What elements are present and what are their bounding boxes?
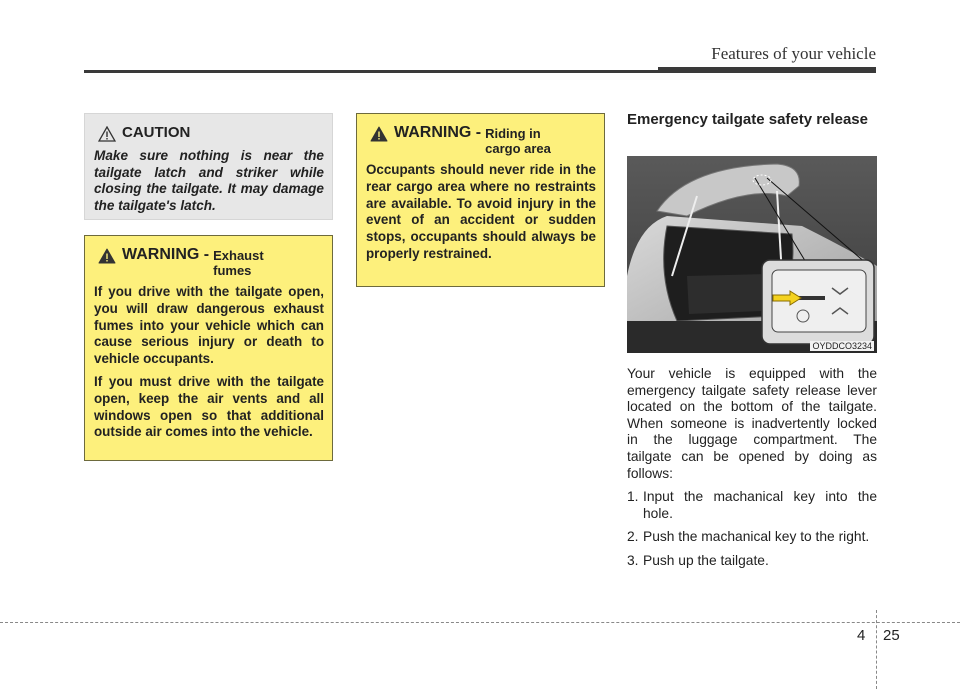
step-number: 2.: [627, 529, 639, 545]
step-text: Push the machanical key to the right.: [643, 529, 870, 545]
warning-cargo-word: WARNING -: [394, 124, 482, 141]
warning-triangle-icon: [98, 248, 116, 264]
warning-cargo-header: [366, 124, 596, 156]
step-number: 1.: [627, 489, 639, 505]
section-intro: Your vehicle is equipped with the emergency tailgate safety release lever located on the bottom of the tailgate. When someone is inadvertently locked in the luggage compartment. The tailgate can be opened by doing as follows:: [627, 366, 877, 481]
page-number-separator: [876, 610, 877, 689]
page-number: 25: [883, 627, 900, 644]
header-rule-accent: [658, 67, 876, 73]
warning-exhaust-header: [94, 246, 324, 278]
warning-exhaust-word: WARNING -: [122, 246, 210, 263]
caution-text: Make sure nothing is near the tailgate latch and striker while closing the tailgate. It may damage the tailgate's latch.: [94, 148, 324, 213]
step-text: Input the machanical key into the hole.: [643, 489, 877, 521]
tailgate-illustration: [627, 156, 877, 353]
figure-label: OYDDCO3234: [812, 341, 872, 351]
warning-cargo-topic: Riding in cargo area: [485, 126, 551, 156]
caution-box: [84, 113, 333, 220]
footer-rule: [0, 622, 960, 623]
step-text: Push up the tailgate.: [643, 552, 769, 568]
warning-cargo-box: [356, 113, 605, 287]
tailgate-release-figure: [627, 156, 877, 353]
warning-exhaust-topic: Exhaust fumes: [213, 248, 264, 278]
warning-exhaust-paragraph-2: If you must drive with the tailgate open, keep the air vents and all windows open so that additional outside air comes into the vehicle.: [94, 373, 324, 440]
arrow-right-icon: [772, 290, 802, 306]
step-item: [627, 553, 877, 570]
caution-title: CAUTION: [122, 124, 191, 141]
chapter-number: 4: [857, 627, 866, 644]
step-item: [627, 489, 877, 522]
warning-exhaust-paragraph-1: If you drive with the tailgate open, you will draw dangerous exhaust fumes into your vehicle which can cause serious injury or death to vehicle occupants.: [94, 284, 324, 367]
page-header-title: Features of your vehicle: [711, 44, 876, 63]
step-item: [627, 529, 877, 546]
warning-cargo-text: Occupants should never ride in the rear cargo area where no restraints are available. To avoid injury in the event of an accident or sudden stops, occupants should always be properly restrained.: [366, 162, 596, 261]
step-number: 3.: [627, 552, 639, 568]
section-title: Emergency tailgate safety release: [627, 111, 868, 128]
caution-header: [94, 124, 324, 142]
caution-triangle-icon: [98, 126, 116, 142]
warning-triangle-icon: [370, 126, 388, 142]
warning-exhaust-box: [84, 235, 333, 461]
section-body: [627, 366, 877, 577]
